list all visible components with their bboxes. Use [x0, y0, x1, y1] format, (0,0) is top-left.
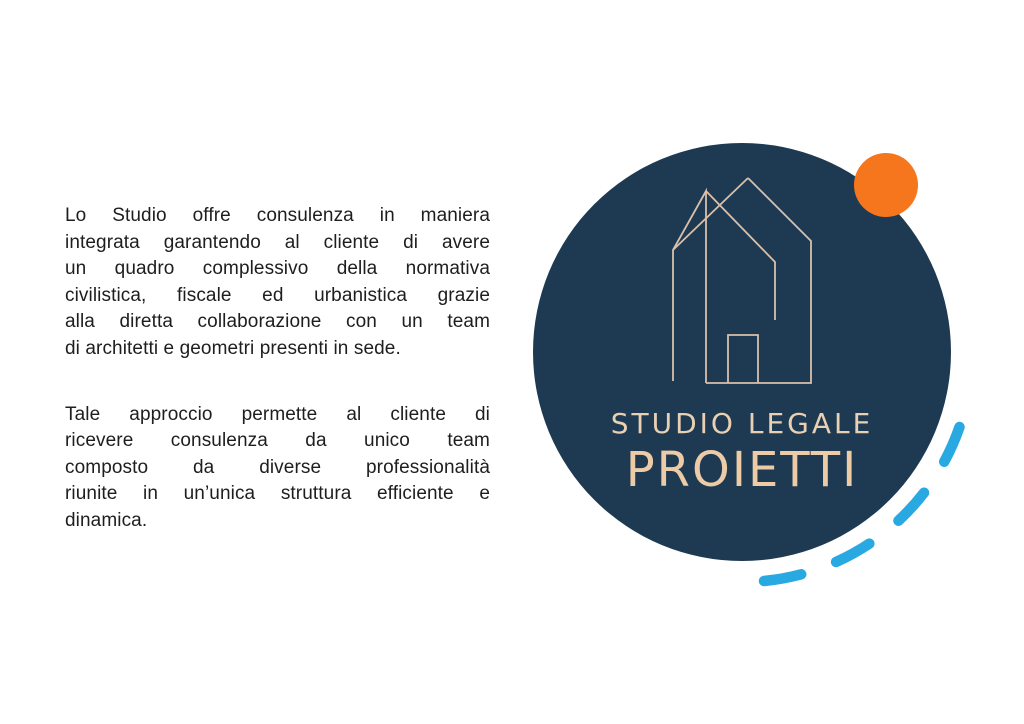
intro-text-line: ricevere consulenza da unico team — [65, 430, 490, 452]
intro-text-line: alla diretta collaborazione con un team — [65, 311, 490, 333]
intro-text-line: dinamica. — [65, 509, 148, 531]
intro-text-line: civilistica, fiscale ed urbanistica grazie — [65, 284, 490, 306]
logo-wordmark-line2: PROIETTI — [625, 442, 859, 498]
intro-text-line: composto da diverse professionalità — [65, 456, 490, 478]
intro-text-line: integrata garantendo al cliente di avere — [65, 231, 490, 253]
logo-wordmark-line1: STUDIO LEGALE — [610, 407, 874, 440]
orange-dot — [854, 153, 918, 217]
intro-text-line: un quadro complessivo della normativa — [65, 258, 490, 280]
intro-text-line: Lo Studio offre consulenza in maniera — [65, 205, 490, 226]
intro-text-line: riunite in un’unica struttura efficiente e — [65, 483, 490, 505]
intro-text-line: di architetti e geometri presenti in sede. — [65, 337, 401, 359]
intro-text-line: Tale approccio permette al cliente di — [65, 403, 490, 425]
